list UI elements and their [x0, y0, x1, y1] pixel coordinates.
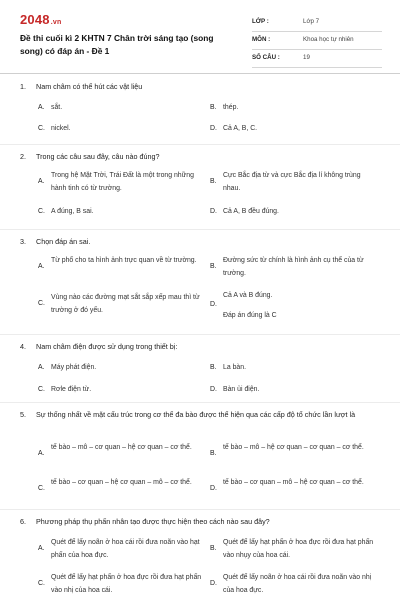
option-letter: D.: [210, 485, 217, 492]
option-text: A đúng, B sai.: [51, 208, 94, 215]
option-letter: B.: [210, 263, 217, 270]
brand-suffix: .vn: [50, 19, 62, 26]
meta-value: Lớp 7: [303, 18, 320, 25]
question-number: 4.: [20, 342, 26, 351]
meta-label: MÔN :: [252, 36, 271, 43]
option-text: tế bào – cơ quan – hệ cơ quan – mô – cơ thể.: [51, 479, 192, 486]
question-4: [20, 340, 380, 402]
header: [20, 12, 382, 72]
option-letter: A.: [38, 104, 45, 111]
option-text: Từ phổ cho ta hình ảnh trực quan về từ trường.: [51, 257, 197, 264]
option-text: Cả A, B đều đúng.: [223, 208, 279, 215]
question-body: Phương pháp thụ phấn nhân tạo được thực hiện theo cách nào sau đây?: [36, 517, 270, 526]
meta-row-subject: [252, 32, 382, 50]
option-text: Cả A, B, C.: [223, 125, 258, 132]
question-text: [20, 408, 366, 421]
site-logo[interactable]: [20, 12, 61, 27]
option-letter: A.: [38, 364, 45, 371]
meta-row-count: [252, 50, 382, 68]
option-text: Cực Bắc địa từ và cực Bắc địa lí không trùng nhau.: [223, 172, 361, 192]
question-body: Sự thống nhất về mặt cấu trúc trong cơ thể đa bào được thể hiện qua các cấp độ tổ chức lần lượt là: [36, 410, 356, 419]
question-2: [20, 150, 380, 226]
option-text: Quét để lấy noãn ở hoa cái rồi đưa noãn vào nhị của hoa đực.: [223, 574, 372, 594]
meta-value: Khoa học tự nhiên: [303, 36, 354, 43]
option-letter: D.: [210, 386, 217, 393]
option-letter: C.: [38, 125, 45, 132]
option-letter: B.: [210, 545, 217, 552]
question-body: Nam châm điện được sử dụng trong thiết bị:: [36, 342, 178, 351]
option-text: Trong hệ Mặt Trời, Trái Đất là một trong những hành tinh có từ trường.: [51, 172, 194, 192]
question-separator: [0, 144, 400, 145]
question-number: 3.: [20, 237, 26, 246]
option-letter: A.: [38, 545, 45, 552]
question-body: Chọn đáp án sai.: [36, 237, 91, 246]
meta-label: SỐ CÂU :: [252, 54, 280, 61]
question-1: [20, 80, 380, 142]
option-letter: D.: [210, 125, 217, 132]
question-text: [20, 80, 380, 93]
question-separator: [0, 229, 400, 230]
question-text: [20, 235, 380, 248]
option-text: tế bào – mô – hệ cơ quan – cơ quan – cơ thể.: [223, 444, 364, 451]
option-letter: B.: [210, 104, 217, 111]
option-text: Máy phát điện.: [51, 364, 97, 371]
option-text: thép.: [223, 104, 239, 111]
meta-value: 19: [303, 54, 310, 61]
option-letter: A.: [38, 263, 45, 270]
option-letter: B.: [210, 450, 217, 457]
option-letter: D.: [210, 301, 217, 308]
meta-row-class: [252, 14, 382, 32]
document-title: Đề thi cuối kì 2 KHTN 7 Chân trời sáng tạo (song song) có đáp án - Đề 1: [20, 33, 214, 56]
option-letter: C.: [38, 300, 45, 307]
option-text: sắt.: [51, 104, 63, 111]
option-letter: C.: [38, 580, 45, 587]
option-letter: C.: [38, 208, 45, 215]
question-body: Nam châm có thể hút các vật liệu: [36, 82, 143, 91]
question-5: [20, 408, 380, 508]
header-divider: [0, 73, 400, 74]
option-letter: B.: [210, 178, 217, 185]
question-text: [20, 340, 380, 353]
option-text: Rơle điện từ.: [51, 386, 92, 393]
question-number: 1.: [20, 82, 26, 91]
question-text: [20, 515, 380, 528]
question-separator: [0, 334, 400, 335]
option-text: nickel.: [51, 125, 71, 132]
question-separator: [0, 509, 400, 510]
option-letter: A.: [38, 450, 45, 457]
option-text: tế bào – cơ quan – mô – hệ cơ quan – cơ thể.: [223, 479, 364, 486]
question-3: [20, 235, 380, 331]
option-text: Bàn ủi điện.: [223, 386, 260, 393]
brand-name: 2048: [20, 12, 50, 27]
option-text: Cả A và B đúng.: [223, 292, 273, 299]
option-text: Vùng nào các đường mạt sắt sắp xếp mau thì từ trường ở đó yếu.: [51, 294, 200, 314]
option-text: La bàn.: [223, 364, 246, 371]
answer-note-text: Đáp án đúng là C: [223, 312, 277, 319]
question-number: 2.: [20, 152, 26, 161]
option-letter: B.: [210, 364, 217, 371]
option-letter: A.: [38, 178, 45, 185]
question-text: [20, 150, 380, 163]
option-text: Quét để lấy hạt phấn ở hoa đực rồi đưa hạt phấn vào nhụy của hoa cái.: [223, 539, 374, 559]
question-number: 5.: [20, 410, 26, 419]
option-text: tế bào – mô – cơ quan – hệ cơ quan – cơ thể.: [51, 444, 192, 451]
meta-label: LỚP :: [252, 18, 269, 25]
meta-panel: [252, 14, 382, 68]
option-letter: D.: [210, 208, 217, 215]
option-text: Đường sức từ chính là hình ảnh cụ thể của từ trường.: [223, 257, 364, 277]
question-separator: [0, 402, 400, 403]
option-text: Quét để lấy noãn ở hoa cái rồi đưa noãn vào hạt phấn của hoa đực.: [51, 539, 200, 559]
question-body: Trong các câu sau đây, câu nào đúng?: [36, 152, 160, 161]
option-text: Quét để lấy hạt phấn ở hoa đực rồi đưa hạt phấn vào nhị của hoa cái.: [51, 574, 202, 594]
option-letter: C.: [38, 485, 45, 492]
option-letter: D.: [210, 580, 217, 587]
option-letter: C.: [38, 386, 45, 393]
question-number: 6.: [20, 517, 26, 526]
question-6: [20, 515, 380, 600]
